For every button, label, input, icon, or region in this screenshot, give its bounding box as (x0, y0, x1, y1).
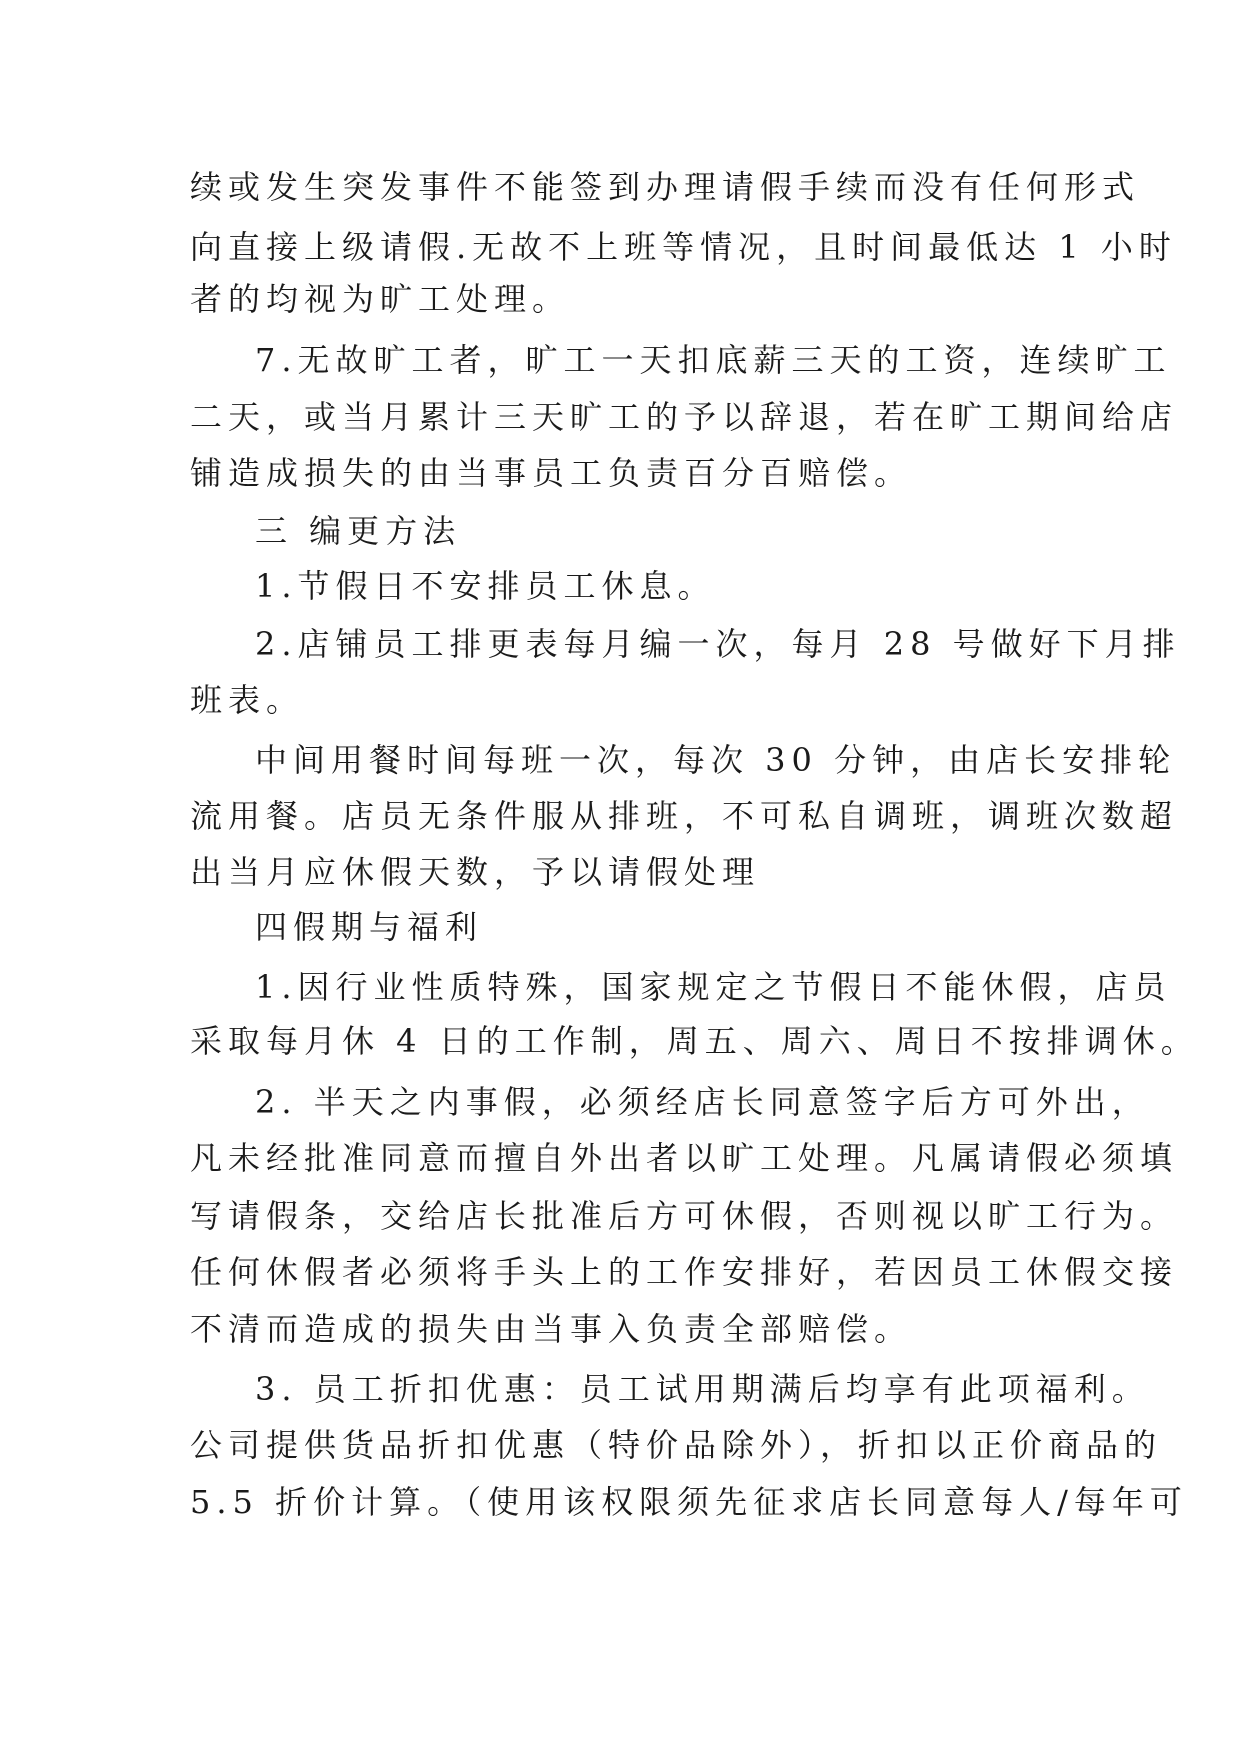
text-line: 出当月应休假天数，予以请假处理 (190, 853, 761, 891)
text-line: 中间用餐时间每班一次，每次 30 分钟，由店长安排轮 (255, 741, 1177, 779)
text-line: 5.5 折价计算。（使用该权限须先征求店长同意每人/每年可 (190, 1483, 1188, 1521)
text-line: 凡未经批准同意而擅自外出者以旷工处理。凡属请假必须填 (190, 1139, 1179, 1177)
text-line: 流用餐。店员无条件服从排班，不可私自调班，调班次数超 (190, 797, 1179, 835)
text-line: 2.店铺员工排更表每月编一次，每月 28 号做好下月排 (255, 625, 1181, 663)
section-heading: 三 编更方法 (255, 512, 462, 550)
text-line: 班表。 (190, 681, 305, 719)
text-line: 写请假条，交给店长批准后方可休假，否则视以旷工行为。 (190, 1197, 1179, 1235)
text-line: 任何休假者必须将手头上的工作安排好，若因员工休假交接 (190, 1253, 1179, 1291)
text-line: 7.无故旷工者，旷工一天扣底薪三天的工资，连续旷工 (255, 341, 1172, 379)
text-line: 1.节假日不安排员工休息。 (255, 567, 716, 605)
text-line: 2. 半天之内事假，必须经店长同意签字后方可外出， (255, 1083, 1150, 1121)
text-line: 铺造成损失的由当事员工负责百分百赔偿。 (190, 454, 913, 492)
text-line: 公司提供货品折扣优惠（特价品除外），折扣以正价商品的 (190, 1426, 1163, 1464)
text-line: 3. 员工折扣优惠：员工试用期满后均享有此项福利。 (255, 1370, 1150, 1408)
text-line: 二天，或当月累计三天旷工的予以辞退，若在旷工期间给店 (190, 398, 1179, 436)
text-line: 不清而造成的损失由当事入负责全部赔偿。 (190, 1310, 913, 1348)
text-line: 向直接上级请假.无故不上班等情况，且时间最低达 1 小时 (190, 228, 1177, 266)
text-line: 者的均视为旷工处理。 (190, 280, 571, 318)
text-line: 采取每月休 4 日的工作制，周五、周六、周日不按排调休。 (190, 1022, 1199, 1060)
text-line: 1.因行业性质特殊，国家规定之节假日不能休假，店员 (255, 968, 1172, 1006)
text-line: 续或发生突发事件不能签到办理请假手续而没有任何形式 (190, 168, 1141, 206)
section-heading: 四假期与福利 (255, 908, 484, 946)
